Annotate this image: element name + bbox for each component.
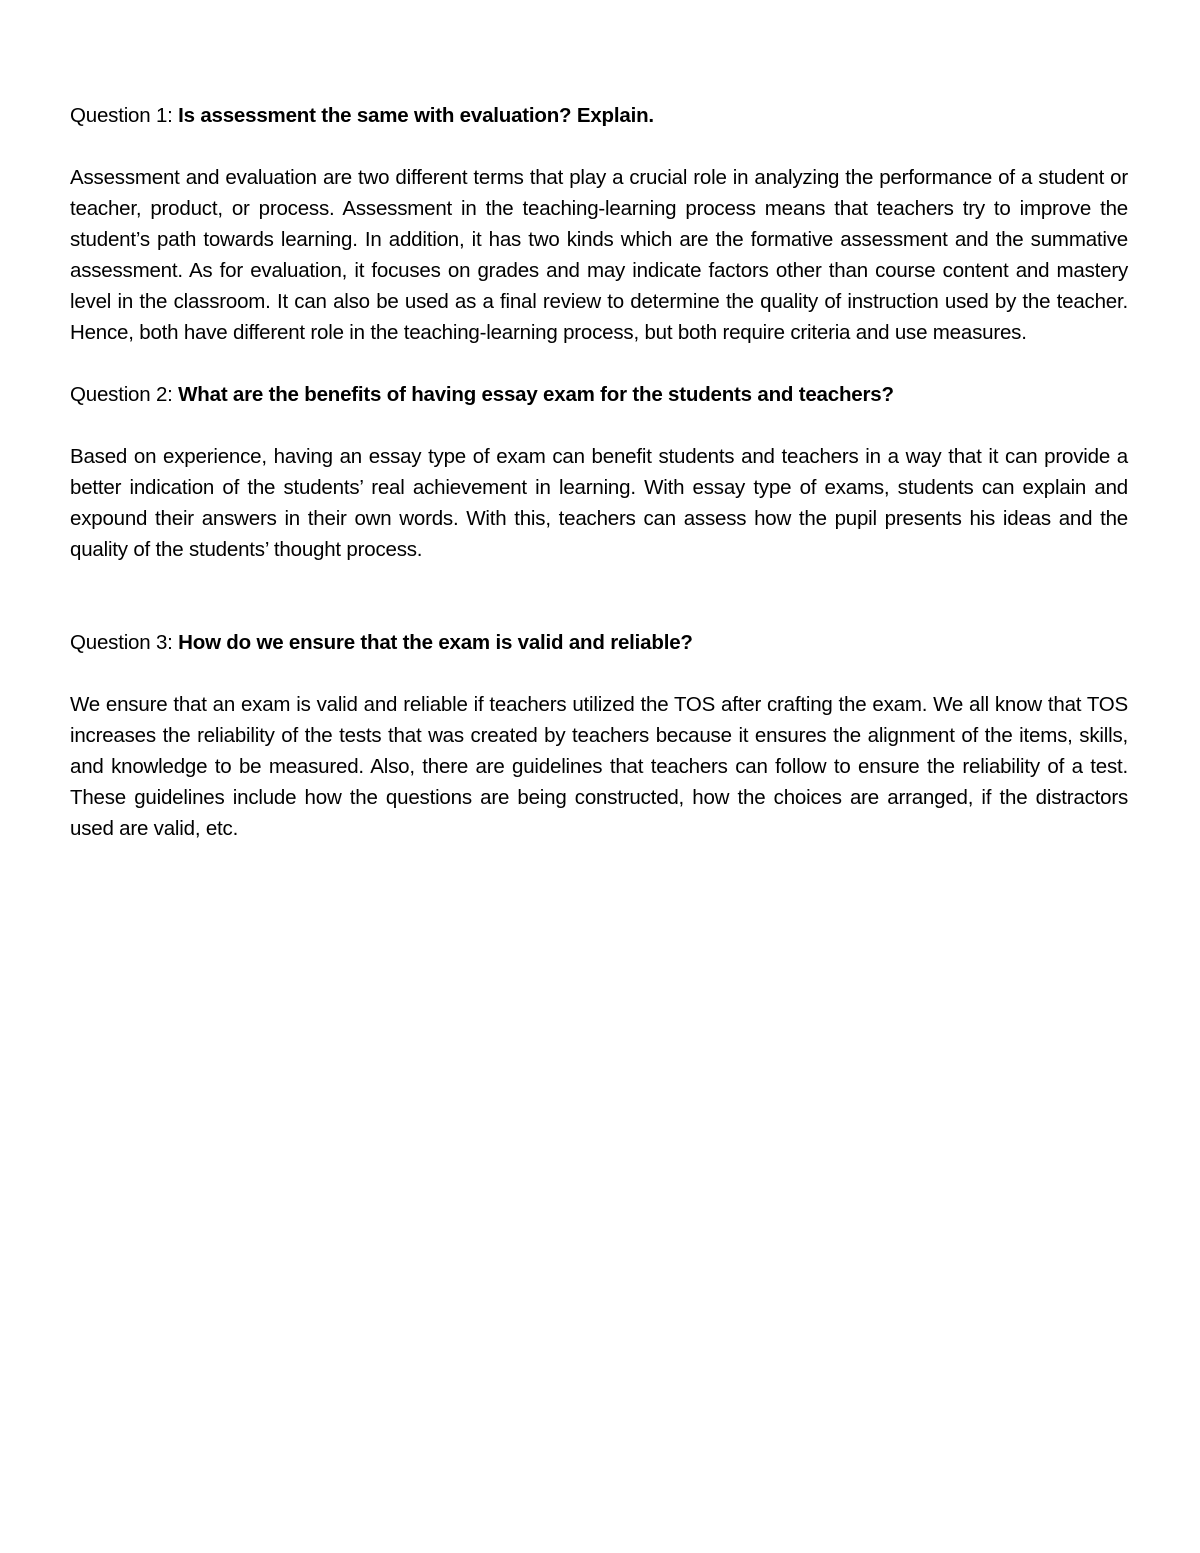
question-2-text: What are the benefits of having essay exam for the students and teachers? bbox=[178, 383, 894, 406]
answer-2-paragraph: Based on experience, having an essay type of exam can benefit students and teachers in a way that it can provide a better indication of the students’ real achievement in learning. With essay type of exams, students can explain and expound their answers in their own words. With this, teachers can assess how the pupil presents his ideas and the quality of the students’ thought process. bbox=[70, 445, 1128, 561]
answer-3-paragraph: We ensure that an exam is valid and reliable if teachers utilized the TOS after crafting the exam. We all know that TOS increases the reliability of the tests that was created by teachers because it ensures the alignment of the items, skills, and knowledge to be measured. Also, there are guidelines that teachers can follow to ensure the reliability of a test. These guidelines include how the questions are being constructed, how the choices are arranged, if the distractors used are valid, etc. bbox=[70, 693, 1128, 840]
question-3-text: How do we ensure that the exam is valid and reliable? bbox=[178, 631, 693, 654]
question-1-prefix: Question 1: bbox=[70, 104, 179, 127]
answer-1-paragraph: Assessment and evaluation are two different terms that play a crucial role in analyzing the performance of a student or teacher, product, or process. Assessment in the teaching-learning process means that teachers try to improve the student’s path towards learning. In addition, it has two kinds which are the formative assessment and the summative assessment. As for evaluation, it focuses on grades and may indicate factors other than course content and mastery level in the classroom. It can also be used as a final review to determine the quality of instruction used by the teacher. Hence, both have different role in the teaching-learning process, but both require criteria and use measures. bbox=[70, 166, 1128, 344]
question-1-text: Is assessment the same with evaluation? Explain. bbox=[178, 104, 654, 127]
question-3-prefix: Question 3: bbox=[70, 631, 179, 654]
question-3-heading bbox=[70, 627, 1128, 658]
question-2-heading bbox=[70, 379, 1128, 410]
blank-line bbox=[70, 596, 1128, 627]
document-page bbox=[70, 100, 1128, 875]
question-2-prefix: Question 2: bbox=[70, 383, 179, 406]
question-1-heading bbox=[70, 100, 1128, 131]
